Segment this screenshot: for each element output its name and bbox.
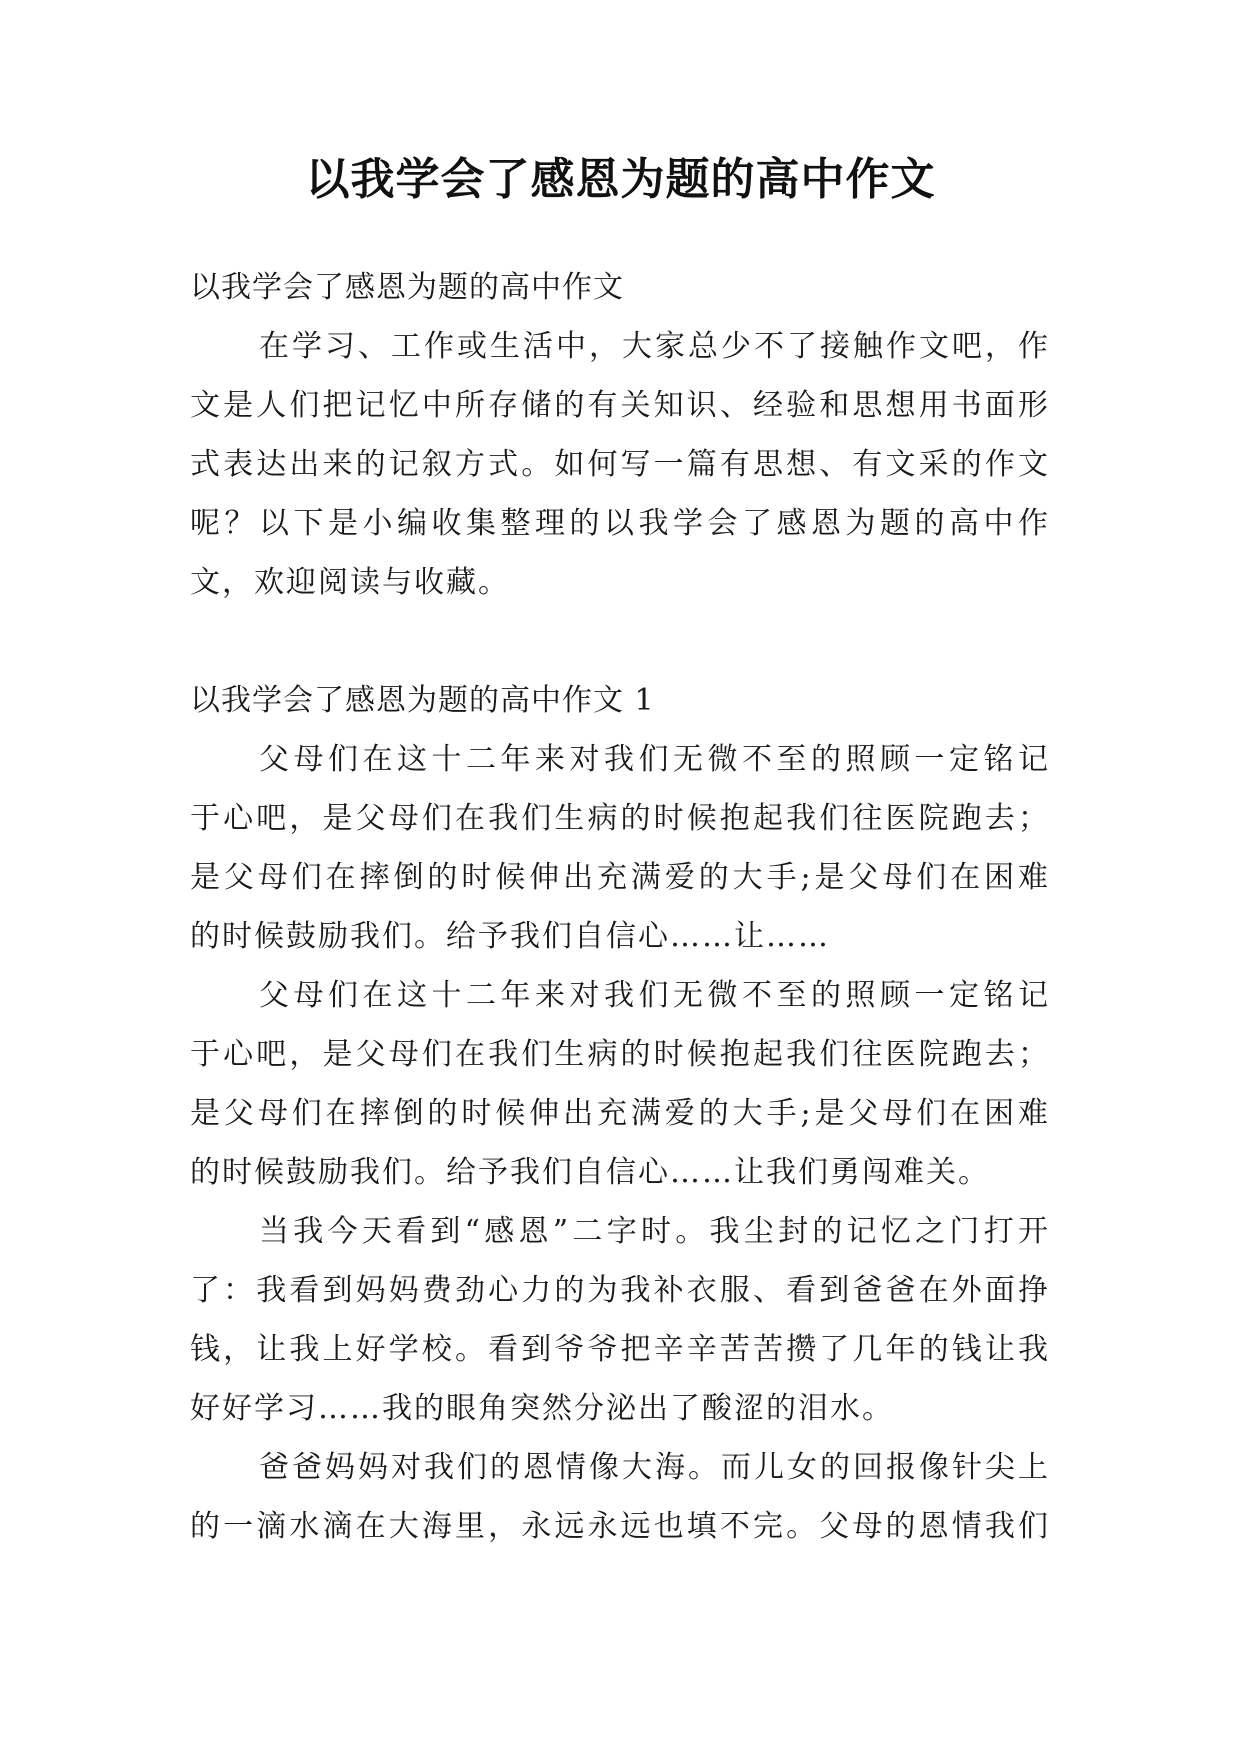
paragraph-line: 父母们在这十二年来对我们无微不至的照顾一定铭记: [259, 978, 1050, 1013]
document-title: 以我学会了感恩为题的高中作文: [305, 154, 936, 205]
paragraph-line: 是父母们在摔倒的时候伸出充满爱的大手;是父母们在困难: [190, 1096, 1050, 1131]
essay-paragraph-1: [190, 730, 1050, 966]
essay-paragraph-4: [190, 1438, 1050, 1556]
paragraph-gap: [190, 612, 1050, 671]
paragraph-line: 于心吧，是父母们在我们生病的时候抱起我们往医院跑去；: [190, 1037, 1050, 1072]
intro-line: 文，欢迎阅读与收藏。: [190, 565, 510, 600]
document-body: [190, 258, 1050, 1556]
paragraph-line: 的一滴水滴在大海里，永远永远也填不完。父母的恩情我们: [190, 1509, 1050, 1544]
intro-line: 在学习、工作或生活中，大家总少不了接触作文吧，作: [259, 329, 1050, 364]
paragraph-line: 于心吧，是父母们在我们生病的时候抱起我们往医院跑去；: [190, 801, 1050, 836]
intro-heading: 以我学会了感恩为题的高中作文: [190, 270, 624, 305]
paragraph-line: 爸爸妈妈对我们的恩情像大海。而儿女的回报像针尖上: [259, 1450, 1050, 1485]
intro-line: 呢？以下是小编收集整理的以我学会了感恩为题的高中作: [190, 506, 1050, 541]
essay-paragraph-2: [190, 966, 1050, 1202]
intro-line: 式表达出来的记叙方式。如何写一篇有思想、有文采的作文: [190, 447, 1050, 482]
paragraph-line: 当我今天看到“感恩”二字时。我尘封的记忆之门打开: [259, 1214, 1050, 1249]
paragraph-line: 是父母们在摔倒的时候伸出充满爱的大手;是父母们在困难: [190, 860, 1050, 895]
essay-heading: 以我学会了感恩为题的高中作文 1: [190, 683, 655, 718]
paragraph-line: 父母们在这十二年来对我们无微不至的照顾一定铭记: [259, 742, 1050, 777]
paragraph-line: 的时候鼓励我们。给予我们自信心……让……: [190, 919, 830, 954]
paragraph-line: 好好学习……我的眼角突然分泌出了酸涩的泪水。: [190, 1391, 894, 1426]
paragraph-line: 了：我看到妈妈费劲心力的为我补衣服、看到爸爸在外面挣: [190, 1273, 1050, 1308]
essay-paragraph-3: [190, 1202, 1050, 1438]
intro-line: 文是人们把记忆中所存储的有关知识、经验和思想用书面形: [190, 388, 1050, 423]
intro-paragraph: [190, 317, 1050, 612]
paragraph-line: 的时候鼓励我们。给予我们自信心……让我们勇闯难关。: [190, 1155, 990, 1190]
paragraph-line: 钱，让我上好学校。看到爷爷把辛辛苦苦攒了几年的钱让我: [190, 1332, 1050, 1367]
